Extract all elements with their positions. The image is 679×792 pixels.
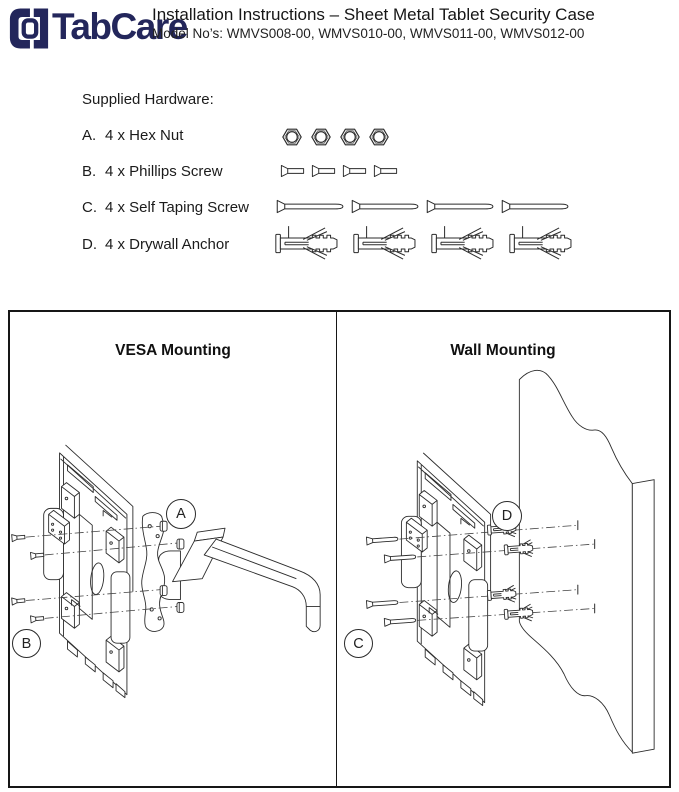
hex-nut-icons bbox=[281, 126, 390, 148]
callout-b-letter: B bbox=[21, 635, 32, 652]
hex-nut-icon bbox=[310, 126, 332, 148]
hardware-row-b bbox=[82, 163, 223, 180]
drywall-anchor-icon bbox=[430, 226, 503, 261]
phillips-screw-icon bbox=[279, 163, 306, 179]
hardware-label: 4 x Hex Nut bbox=[105, 127, 184, 144]
self-taping-screw-icon bbox=[425, 199, 497, 214]
hex-nut-icon bbox=[281, 126, 303, 148]
wall-mounting-panel bbox=[336, 310, 671, 788]
callout-d bbox=[492, 501, 522, 531]
hardware-letter: B. bbox=[82, 163, 97, 180]
phillips-screw-icon bbox=[341, 163, 368, 179]
hardware-row-a bbox=[82, 127, 183, 144]
callout-a-letter: A bbox=[176, 506, 186, 522]
callout-c bbox=[344, 629, 373, 658]
self-taping-screw-icon bbox=[350, 199, 422, 214]
vesa-exploded-diagram bbox=[10, 312, 336, 786]
hex-nut-icon bbox=[368, 126, 390, 148]
callout-b bbox=[12, 629, 41, 658]
model-numbers: Model No’s: WMVS008-00, WMVS010-00, WMVS011-00, WMVS012-00 bbox=[152, 26, 585, 41]
phillips-screw-icon bbox=[372, 163, 399, 179]
wall-exploded-diagram bbox=[337, 312, 669, 786]
hardware-row-c bbox=[82, 199, 249, 216]
drywall-anchor-icons bbox=[274, 226, 581, 261]
tabcare-logo-icon bbox=[8, 5, 50, 52]
vesa-panel-title: VESA Mounting bbox=[115, 342, 231, 359]
hardware-letter: D. bbox=[82, 236, 97, 253]
self-taping-screw-icons bbox=[275, 199, 572, 214]
drywall-anchor-icon bbox=[352, 226, 425, 261]
callout-c-letter: C bbox=[353, 635, 364, 652]
callout-a bbox=[166, 499, 196, 529]
drywall-anchor-icon bbox=[508, 226, 581, 261]
self-taping-screw-icon bbox=[275, 199, 347, 214]
phillips-screw-icon bbox=[310, 163, 337, 179]
hardware-letter: A. bbox=[82, 127, 97, 144]
drywall-anchor-icon bbox=[274, 226, 347, 261]
vesa-mounting-panel bbox=[8, 310, 337, 788]
callout-d-letter: D bbox=[501, 508, 513, 524]
self-taping-screw-icon bbox=[500, 199, 572, 214]
phillips-screw-icons bbox=[279, 163, 399, 179]
hardware-label: 4 x Self Taping Screw bbox=[105, 199, 249, 216]
hardware-heading: Supplied Hardware: bbox=[82, 91, 214, 108]
logo-text: TabCare bbox=[52, 6, 187, 47]
hardware-letter: C. bbox=[82, 199, 97, 216]
hex-nut-icon bbox=[339, 126, 361, 148]
hardware-label: 4 x Phillips Screw bbox=[105, 163, 223, 180]
page-title: Installation Instructions – Sheet Metal Tablet Security Case bbox=[152, 5, 595, 24]
hardware-label: 4 x Drywall Anchor bbox=[105, 236, 230, 253]
wall-panel-title: Wall Mounting bbox=[450, 342, 556, 359]
hardware-row-d bbox=[82, 236, 229, 253]
